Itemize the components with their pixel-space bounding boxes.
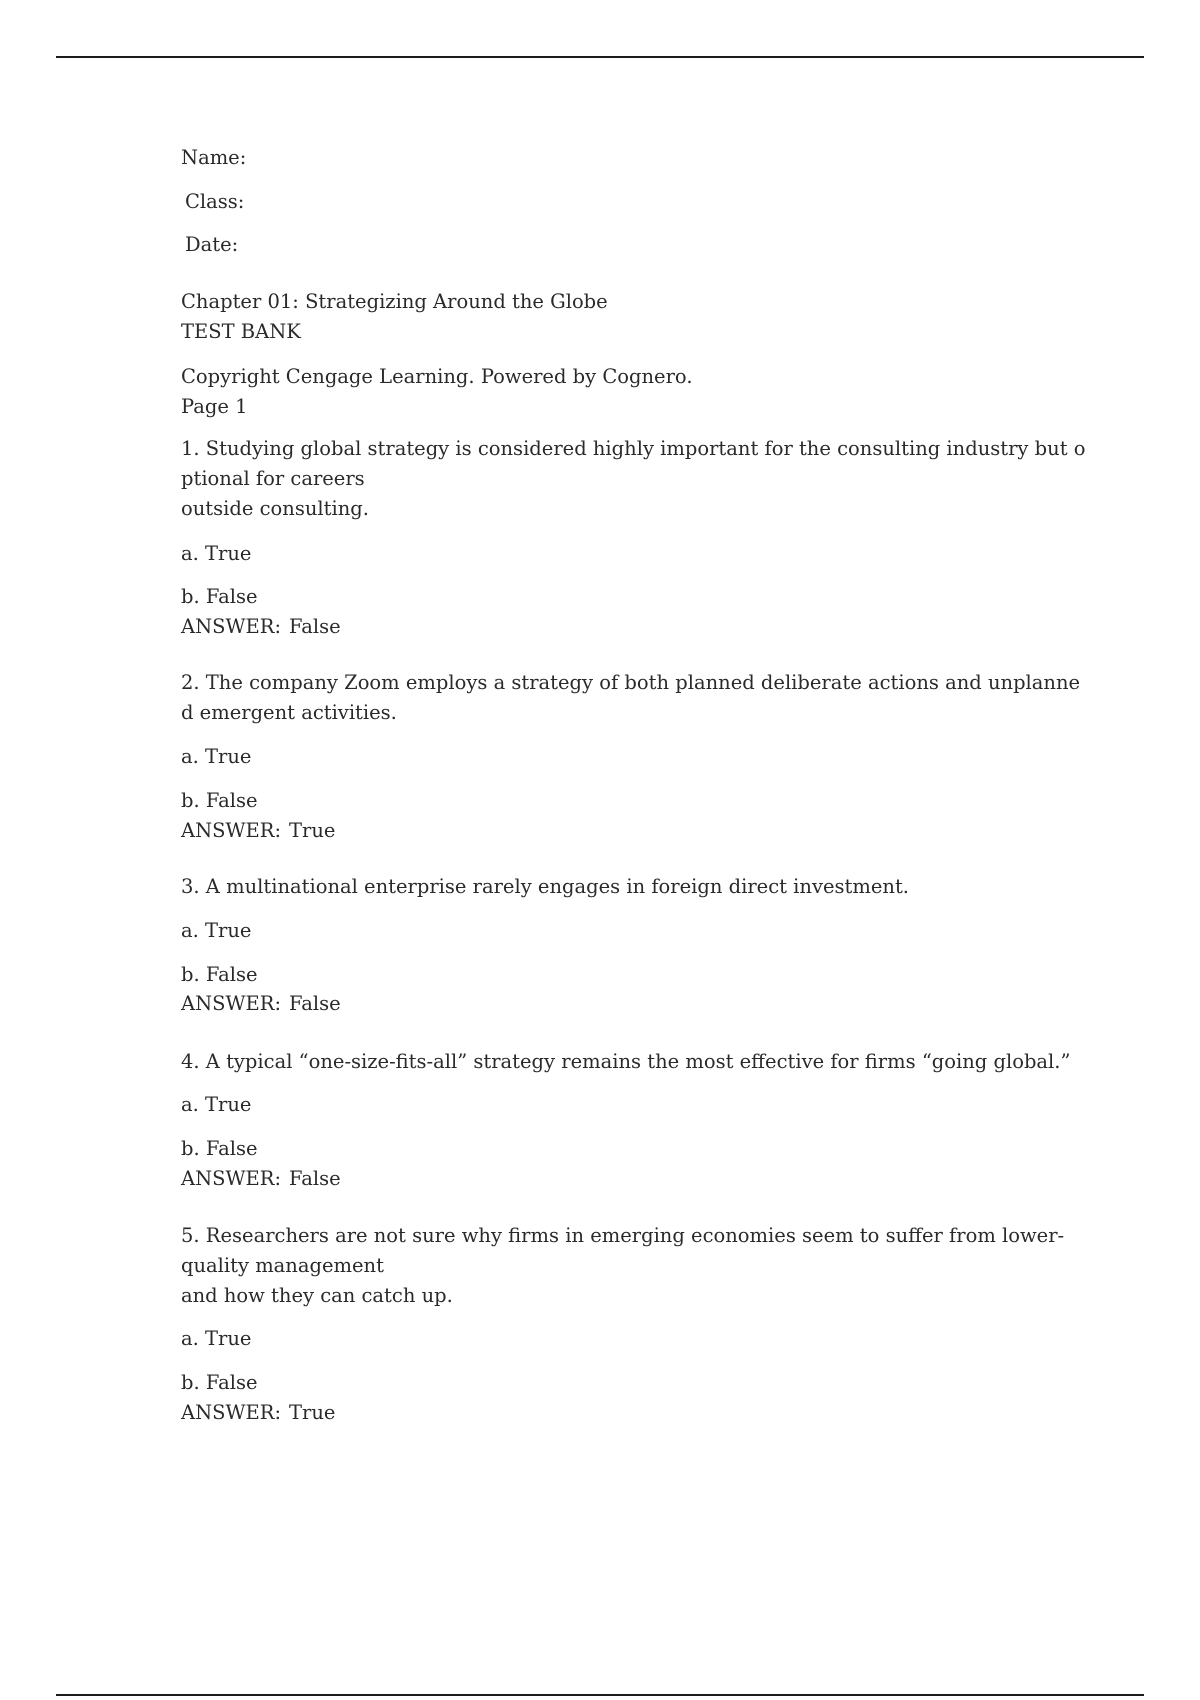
answer-label: ANSWER:	[181, 819, 282, 842]
question-3-option-b: b. False	[181, 963, 258, 986]
question-3-answer	[181, 989, 341, 1019]
answer-value: True	[289, 1401, 336, 1424]
name-label: Name:	[181, 146, 247, 169]
question-4-option-b: b. False	[181, 1137, 258, 1160]
question-5-answer	[181, 1398, 335, 1428]
question-1-option-b: b. False	[181, 585, 258, 608]
question-2-option-a: a. True	[181, 745, 252, 768]
question-2-answer	[181, 816, 335, 846]
question-2-text: d emergent activities.	[181, 701, 397, 724]
question-4-answer	[181, 1164, 341, 1194]
chapter-title: Chapter 01: Strategizing Around the Globe	[181, 290, 608, 313]
question-4-option-a: a. True	[181, 1093, 252, 1116]
question-4-text: 4. A typical “one-size-fits-all” strategy remains the most effective for firms “going global.”	[181, 1050, 1071, 1073]
answer-value: False	[289, 615, 341, 638]
answer-value: False	[289, 992, 341, 1015]
page-number: Page 1	[181, 395, 248, 418]
answer-label: ANSWER:	[181, 1167, 282, 1190]
question-5-text: quality management	[181, 1254, 384, 1277]
question-5-text: 5. Researchers are not sure why firms in emerging economies seem to suffer from lower-	[181, 1224, 1065, 1247]
copyright-text: Copyright Cengage Learning. Powered by Cognero.	[181, 365, 693, 388]
question-5-text: and how they can catch up.	[181, 1284, 453, 1307]
question-1-option-a: a. True	[181, 542, 252, 565]
top-rule	[56, 56, 1144, 58]
question-1-text: 1. Studying global strategy is considered highly important for the consulting industry but o	[181, 437, 1086, 460]
question-2-option-b: b. False	[181, 789, 258, 812]
test-bank-label: TEST BANK	[181, 320, 301, 343]
answer-value: True	[289, 819, 336, 842]
question-3-option-a: a. True	[181, 919, 252, 942]
question-5-option-a: a. True	[181, 1327, 252, 1350]
question-2-text: 2. The company Zoom employs a strategy of both planned deliberate actions and unplanne	[181, 671, 1081, 694]
answer-label: ANSWER:	[181, 615, 282, 638]
class-label: Class:	[185, 190, 245, 213]
answer-label: ANSWER:	[181, 992, 282, 1015]
question-1-text: ptional for careers	[181, 467, 365, 490]
question-3-text: 3. A multinational enterprise rarely engages in foreign direct investment.	[181, 875, 909, 898]
date-label: Date:	[185, 233, 239, 256]
bottom-rule	[56, 1694, 1144, 1696]
question-1-text: outside consulting.	[181, 497, 369, 520]
answer-value: False	[289, 1167, 341, 1190]
answer-label: ANSWER:	[181, 1401, 282, 1424]
question-5-option-b: b. False	[181, 1371, 258, 1394]
question-1-answer	[181, 612, 341, 642]
